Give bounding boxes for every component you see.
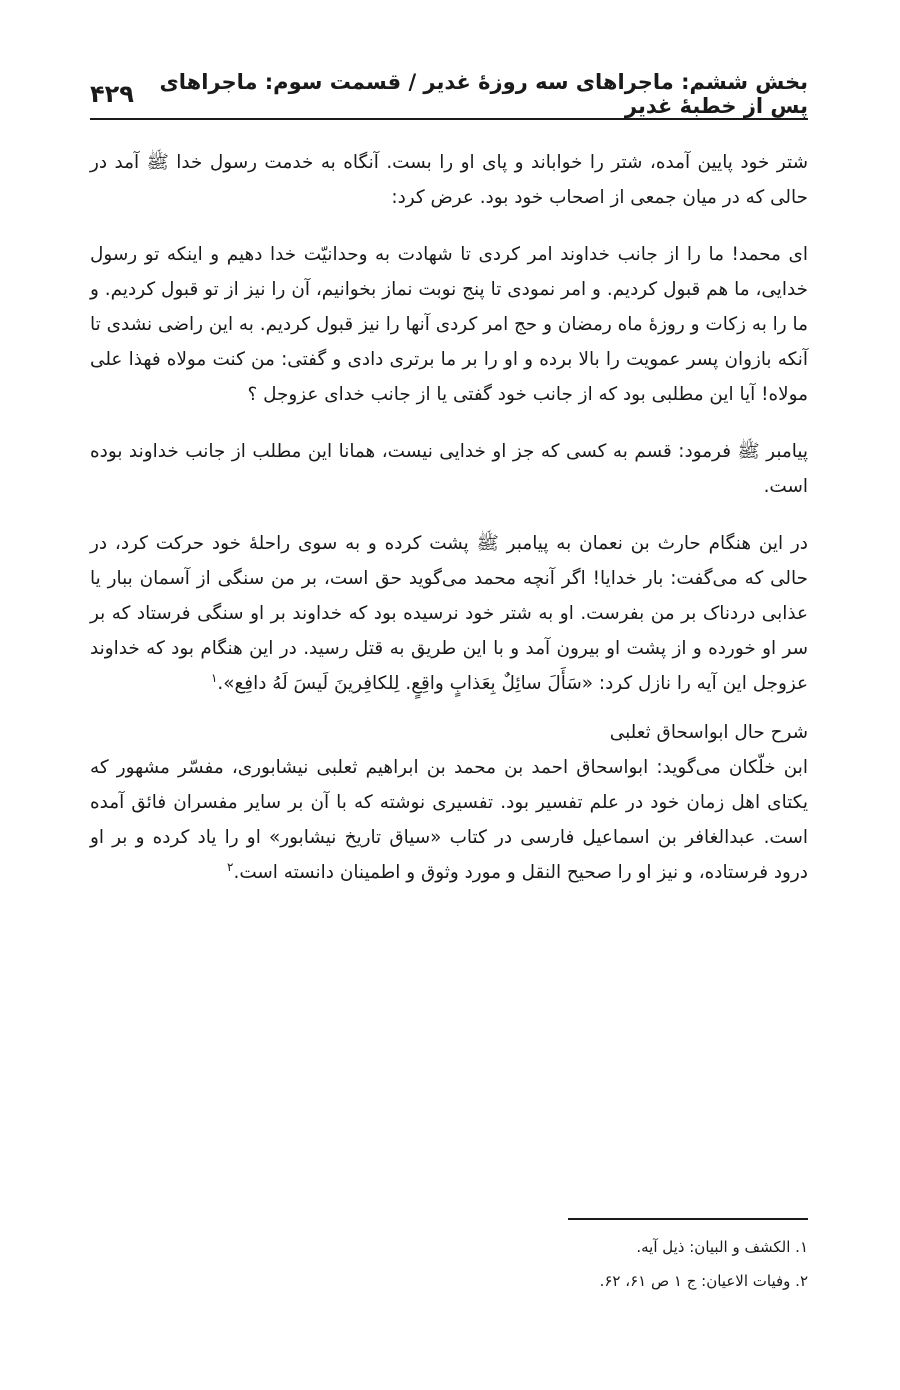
book-page	[90, 0, 808, 1390]
paragraph-narration	[90, 526, 808, 701]
section-heading: شرح حال ابواسحاق ثعلبی	[609, 722, 808, 743]
footnote-ref-1: ۱	[210, 670, 218, 685]
paragraph-biography	[90, 750, 808, 890]
header-divider	[90, 118, 808, 120]
running-header	[90, 70, 808, 118]
paragraph-intro: شتر خود پایین آمده، شتر را خواباند و پای او را بست. آنگاه به خدمت رسول خدا ﷺ آمد در حالی که در میان جمعی از اصحاب خود بود. عرض کرد:	[90, 152, 808, 208]
footnote-divider	[568, 1218, 808, 1220]
paragraph-narration-text: در این هنگام حارث بن نعمان به پیامبر ﷺ پشت کرده و به سوی راحلهٔ خود حرکت کرد، در حالی که می‌گفت: بار خدایا! اگر آنچه محمد می‌گوید حق است، بر من سنگی از آسمان ببار یا عذابی دردناک بر من بفرست. او به شتر خود نرسیده بود که خداوند بر او سنگی فرستاد که بر سر او خورده و از پشت او بیرون آمد و با این طریق به قتل رسید. در این هنگام بود که خداوند عزوجل این آیه را نازل کرد: «سَأَلَ سائِلٌ بِعَذابٍ واقِعٍ. لِلكافِرينَ لَيسَ لَهُ دافِع».	[90, 533, 808, 694]
footnote-ref-2: ۲	[227, 859, 234, 874]
footnote-2: ۲. وفیات الاعیان: ج ۱ ص ۶۱، ۶۲.	[599, 1272, 808, 1290]
paragraph-quote: ای محمد! ما را از جانب خداوند امر کردی تا شهادت به وحدانیّت خدا دهیم و اینکه تو رسول خدایی، ما هم قبول کردیم. و امر نمودی تا پنج نوبت نماز بخوانیم، آن را نیز از تو قبول کردیم. و ما را به زکات و روزهٔ ماه رمضان و حج امر کردی آنها را نیز قبول کردیم. به این راضی نشدی تا آنکه بازوان پسر عمویت را بالا برده و او را بر ما برتری دادی و گفتی: من کنت مولاه فهذا علی مولاه! آیا این مطلبی بود که از جانب خود گفتی یا از جانب خدای عزوجل ؟	[90, 244, 808, 405]
paragraph-biography-text: ابن خلّکان می‌گوید: ابواسحاق احمد بن محمد بن ابراهیم ثعلبی نیشابوری، مفسّر مشهور که یکتای اهل زمان خود در علم تفسیر بود. تفسیری نوشته که با آن بر سایر مفسران فائق آمده است. عبدالغافر بن اسماعیل فارسی در کتاب «سیاق تاریخ نیشابور» او را یاد کرده و بر او درود فرستاده، و نیز او را صحیح النقل و مورد وثوق و اطمینان دانسته است.	[90, 757, 808, 883]
body-text	[90, 145, 808, 890]
page-number: ۴۲۹	[90, 80, 134, 108]
running-title: بخش ششم: ماجراهای سه روزهٔ غدیر / قسمت سوم: ماجراهای پس از خطبهٔ غدیر	[159, 70, 808, 118]
footnote-1: ۱. الکشف و البیان: ذیل آیه.	[636, 1238, 808, 1256]
footnotes	[90, 1230, 808, 1298]
paragraph-reply: پیامبر ﷺ فرمود: قسم به کسی که جز او خدایی نیست، همانا این مطلب از جانب خداوند بوده است.	[90, 441, 808, 497]
